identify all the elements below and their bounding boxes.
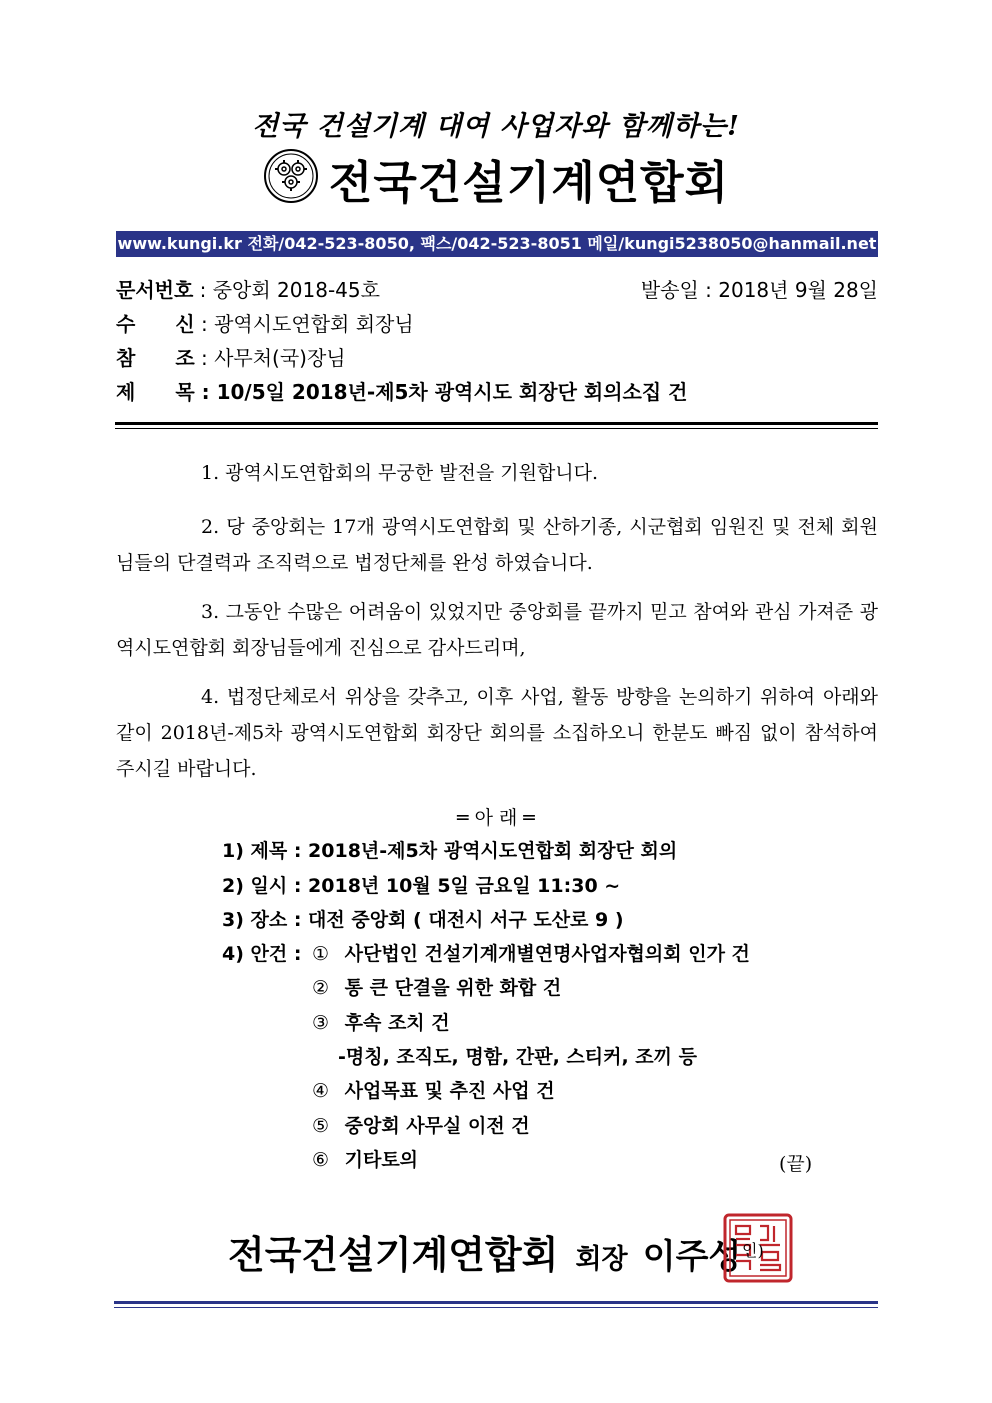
- recipient-row: [116, 309, 878, 339]
- doc-number-label: 문서번호: [116, 278, 194, 302]
- reference-value: : 사무처(국)장님: [201, 346, 346, 370]
- slogan: 전국 건설기계 대여 사업자와 함께하는!: [252, 111, 740, 142]
- divider-thick: [115, 422, 878, 425]
- paragraph-4-text: 4. 법정단체로서 위상을 갖추고, 이후 사업, 활동 방향을 논의하기 위하여 아래와 같이 2018년-제5차 광역시도연합회 회장단 회의를 소집하오니 한분도 빠짐 없이 참석하여 주시길 바랍니다.: [116, 686, 878, 780]
- paragraph-1: [116, 455, 878, 491]
- agenda-text-5: 중앙회 사무실 이전 건: [344, 1115, 530, 1137]
- signature-org: 전국건설기계연합회: [228, 1233, 559, 1277]
- agenda-text-4: 사업목표 및 추진 사업 건: [344, 1080, 555, 1102]
- subject-value: : 10/5일 2018년-제5차 광역시도 회장단 회의소집 건: [201, 380, 688, 404]
- agenda-num-4: ④: [312, 1080, 330, 1102]
- doc-number-value: : 중앙회 2018-45호: [199, 278, 380, 302]
- agenda-item-6: [312, 1143, 418, 1177]
- reference-label: 참 조: [116, 346, 195, 370]
- agenda-num-2: ②: [312, 977, 330, 999]
- subject-row: [116, 377, 878, 407]
- item-title: 1) 제목 : 2018년-제5차 광역시도연합회 회장단 회의: [222, 840, 678, 862]
- paragraph-1-text: 1. 광역시도연합회의 무궁한 발전을 기원합니다.: [201, 462, 599, 484]
- seal-mark: 인): [742, 1241, 764, 1260]
- recipient-value: : 광역시도연합회 회장님: [201, 312, 414, 336]
- signature-title: 회장: [575, 1244, 628, 1275]
- recipient-label: 수 신: [116, 312, 195, 336]
- agenda-item-3-detail: [338, 1040, 697, 1074]
- paragraph-2: [116, 509, 878, 581]
- contact-bar: www.kungi.kr 전화/042-523-8050, 팩스/042-523-8051 메일/kungi5238050@hanmail.net: [116, 231, 878, 257]
- gear-emblem-icon: [263, 148, 319, 208]
- footer-rule-thin: [114, 1307, 878, 1308]
- agenda-text-1: 사단법인 건설기계개별연명사업자협의회 인가 건: [344, 943, 750, 965]
- org-title: 전국건설기계연합회: [328, 155, 730, 209]
- signature-line: [228, 1224, 741, 1279]
- item-datetime: 2) 일시 : 2018년 10월 5일 금요일 11:30 ~: [222, 875, 621, 897]
- footer-rule-thick: [114, 1301, 878, 1304]
- agenda-text-3: 후속 조치 건: [344, 1012, 450, 1034]
- agenda-text-6: 기타토의: [344, 1149, 419, 1171]
- agenda-item-1: [312, 937, 750, 971]
- signature-name: 이주성: [642, 1237, 742, 1277]
- agenda-item-4: [312, 1074, 555, 1108]
- agenda-num-6: ⑥: [312, 1149, 330, 1171]
- org-header: [0, 146, 992, 210]
- agenda-item-2: [312, 971, 561, 1005]
- divider-thin: [115, 428, 878, 429]
- paragraph-3-text: 3. 그동안 수많은 어려움이 있었지만 중앙회를 끝까지 믿고 참여와 관심 가져준 광역시도연합회 회장님들에게 진심으로 감사드리며,: [116, 601, 878, 659]
- item-location: 3) 장소 : 대전 중앙회 ( 대전시 서구 도산로 9 ): [222, 909, 624, 931]
- send-date: 발송일 : 2018년 9월 28일: [640, 278, 878, 302]
- agenda-num-3: ③: [312, 1012, 330, 1034]
- end-mark: (끝): [779, 1153, 813, 1175]
- agenda-text-2: 통 큰 단결을 위한 화합 건: [344, 977, 562, 999]
- agenda-num-5: ⑤: [312, 1115, 330, 1137]
- agenda-text-3-detail: -명칭, 조직도, 명함, 간판, 스티커, 조끼 등: [338, 1046, 697, 1068]
- doc-number-row: [116, 275, 878, 305]
- agenda-item-3: [312, 1006, 450, 1040]
- paragraph-4: [116, 679, 878, 787]
- subject-label: 제 목: [116, 380, 195, 404]
- agenda-num-1: ①: [312, 943, 330, 965]
- item-agenda-label: 4) 안건 :: [222, 943, 302, 965]
- agenda-item-5: [312, 1109, 530, 1143]
- reference-row: [116, 343, 878, 373]
- paragraph-2-text: 2. 당 중앙회는 17개 광역시도연합회 및 산하기종, 시군협회 임원진 및 전체 회원님들의 단결력과 조직력으로 법정단체를 완성 하였습니다.: [116, 516, 878, 574]
- details-heading: ═ 아 래 ═: [457, 807, 535, 829]
- paragraph-3: [116, 594, 878, 666]
